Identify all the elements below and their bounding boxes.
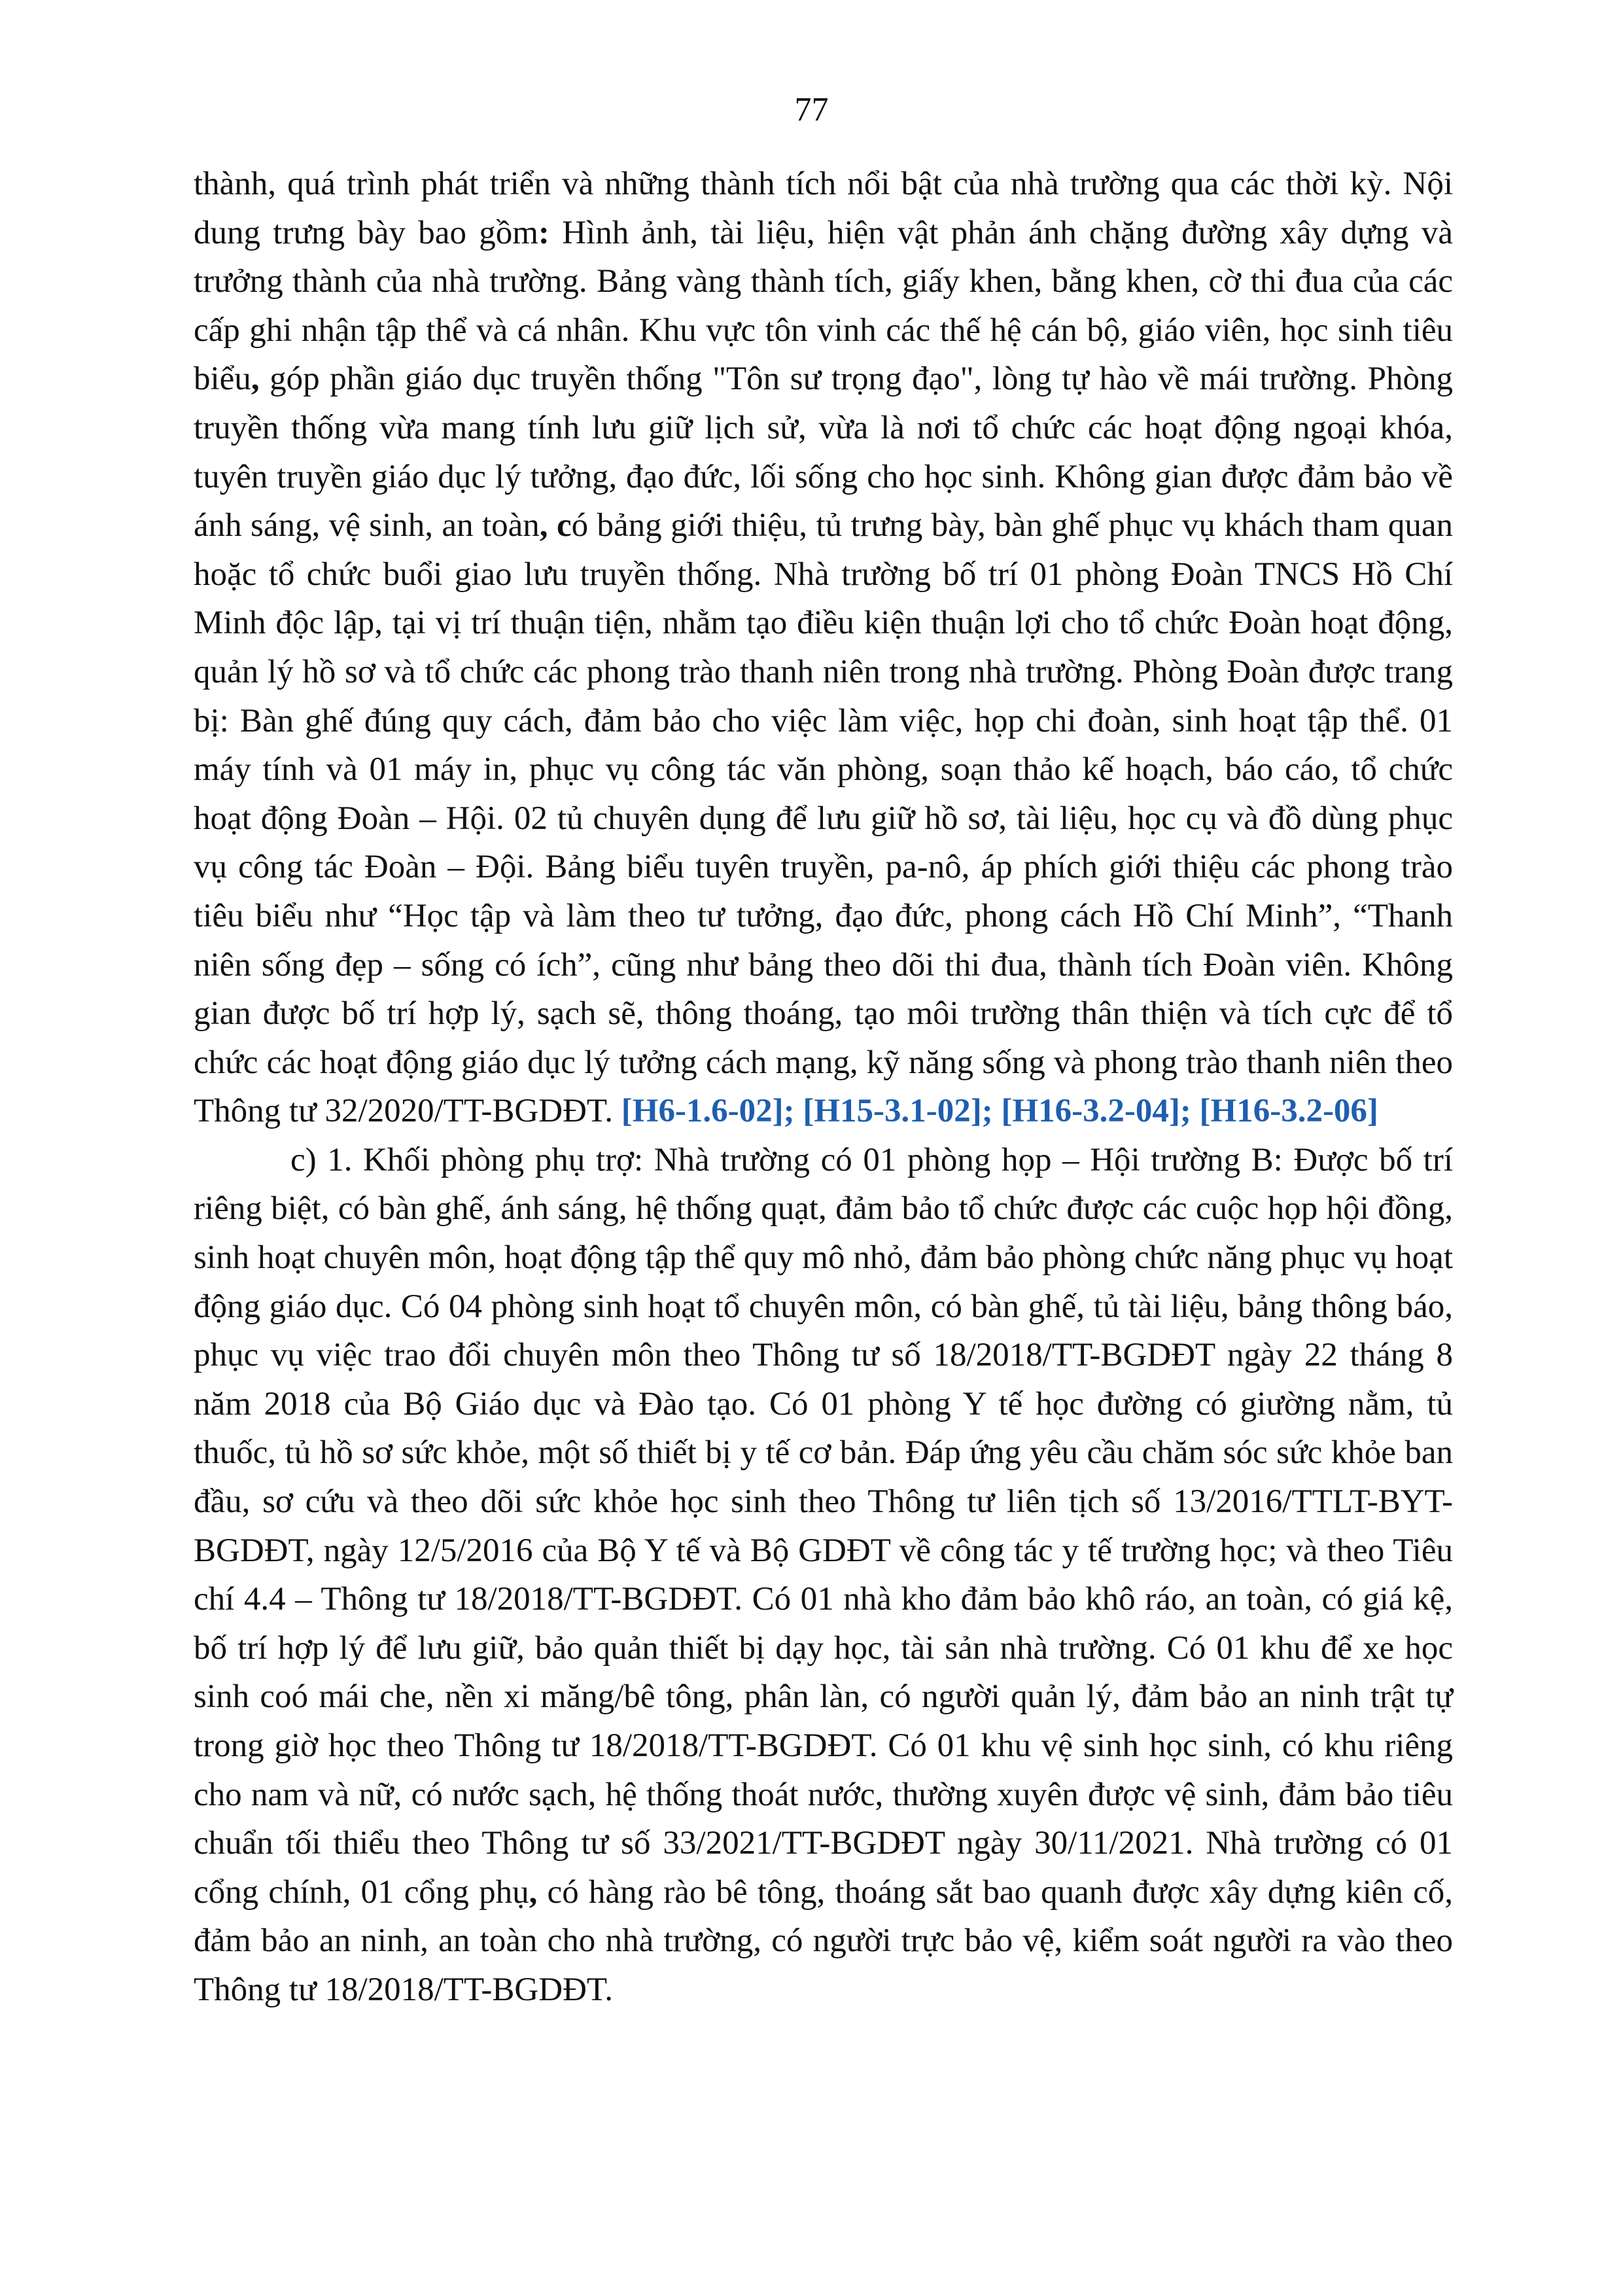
- body-text: [194, 160, 1453, 2015]
- evidence-reference: [H6-1.6-02]; [H15-3.1-02]; [H16-3.2-04]; [H16-3.2-06]: [621, 1093, 1378, 1130]
- text-segment: Hình ảnh, tài liệu, hiện vật phản ánh chặng đường xây dựng và trưởng thành của nhà trường. Bảng vàng thành tích, giấy khen, bằng khen, cờ thi đua của các cấp ghi nhận tập thể và cá nhân. Khu vực tôn vinh các thế hệ cán bộ, giáo viên, học sinh tiêu biểu: [194, 214, 1453, 398]
- text-segment: thành, quá trình phát triển và những thành tích nổi bật của nhà trường qua các thời kỳ. Nội dung trưng bày bao gồm: [194, 166, 1453, 251]
- text-segment: ó bảng giới thiệu, tủ trưng bày, bàn ghế phục vụ khách tham quan hoặc tổ chức buổi giao lưu truyền thống. Nhà trường bố trí 01 phòng Đoàn TNCS Hồ Chí Minh độc lập, tại vị trí thuận tiện, nhằm tạo điều kiện thuận lợi cho tổ chức Đoàn hoạt động, quản lý hồ sơ và tổ chức các phong trào thanh niên trong nhà trường. Phòng Đoàn được trang bị: Bàn ghế đúng quy cách, đảm bảo cho việc làm việc, họp chi đoàn, sinh hoạt tập thể. 01 máy tính và 01 máy in, phục vụ công tác văn phòng, soạn thảo kế hoạch, báo cáo, tổ chức hoạt động Đoàn – Hội. 02 tủ chuyên dụng để lưu giữ hồ sơ, tài liệu, học cụ và đồ dùng phục vụ công tác Đoàn – Đội. Bảng biểu tuyên truyền, pa-nô, áp phích giới thiệu các phong trào tiêu biểu như “Học tập và làm theo tư tưởng, đạo đức, phong cách Hồ Chí Minh”, “Thanh niên sống đẹp – sống có ích”, cũng như bảng theo dõi thi đua, thành tích Đoàn viên. Không gian được bố trí hợp lý, sạch sẽ, thông thoáng, tạo môi trường thân thiện và tích cực để tổ chức các hoạt động giáo dục lý tưởng cách mạng, kỹ năng sống và phong trào thanh niên theo Thông tư 32/2020/TT-BGDĐT.: [194, 507, 1454, 1130]
- text-segment: c) 1. Khối phòng phụ trợ: Nhà trường có 01 phòng họp – Hội trường B: Được bố trí riêng biệt, có bàn ghế, ánh sáng, hệ thống quạt, đảm bảo tổ chức được các cuộc họp hội đồng, sinh hoạt chuyên môn, hoạt động tập thể quy mô nhỏ, đảm bảo phòng chức năng phục vụ hoạt động giáo dục. Có 04 phòng sinh hoạt tổ chuyên môn, có bàn ghế, tủ tài liệu, bảng thông báo, phục vụ việc trao đổi chuyên môn theo Thông tư số 18/2018/TT-BGDĐT ngày 22 tháng 8 năm 2018 của Bộ Giáo dục và Đào tạo. Có 01 phòng Y tế học đường có giường nằm, tủ thuốc, tủ hồ sơ sức khỏe, một số thiết bị y tế cơ bản. Đáp ứng yêu cầu chăm sóc sức khỏe ban đầu, sơ cứu và theo dõi sức khỏe học sinh theo Thông tư liên tịch số 13/2016/TTLT-BYT-BGDĐT, ngày 12/5/2016 của Bộ Y tế và Bộ GDĐT về công tác y tế trường học; và theo Tiêu chí 4.4 – Thông tư 18/2018/TT-BGDĐT. Có 01 nhà kho đảm bảo khô ráo, an toàn, có giá kệ, bố trí hợp lý để lưu giữ, bảo quản thiết bị dạy học, tài sản nhà trường. Có 01 khu để xe học sinh coó mái che, nền xi măng/bê tông, phân làn, có người quản lý, đảm bảo an ninh trật tự trong giờ học theo Thông tư 18/2018/TT-BGDĐT. Có 01 khu vệ sinh học sinh, có khu riêng cho nam và nữ, có nước sạch, hệ thống thoát nước, thường xuyên được vệ sinh, đảm bảo tiêu chuẩn tối thiểu theo Thông tư số 33/2021/TT-BGDĐT ngày 30/11/2021. Nhà trường có 01 cổng chính, 01 cổng phụ: [194, 1141, 1453, 1911]
- bold-text: ,: [529, 1873, 538, 1911]
- bold-text: , c: [539, 507, 572, 544]
- text-segment: góp phần giáo dục truyền thống "Tôn sư trọng đạo", lòng tự hào về mái trường. Phòng truyền thống vừa mang tính lưu giữ lịch sử, vừa là nơi tổ chức các hoạt động ngoại khóa, tuyên truyền giáo dục lý tưởng, đạo đức, lối sống cho học sinh. Không gian được đảm bảo về ánh sáng, vệ sinh, an toàn: [194, 361, 1453, 544]
- paragraph-auxiliary-rooms: [194, 1136, 1453, 2015]
- paragraph-traditional-room: [194, 160, 1453, 1136]
- text-segment: có hàng rào bê tông, thoáng sắt bao quanh được xây dựng kiên cố, đảm bảo an ninh, an toàn cho nhà trường, có người trực bảo vệ, kiểm soát người ra vào theo Thông tư 18/2018/TT-BGDĐT.: [194, 1873, 1453, 2008]
- page-number: 77: [794, 91, 829, 128]
- bold-text: :: [538, 214, 550, 251]
- bold-text: ,: [251, 361, 260, 398]
